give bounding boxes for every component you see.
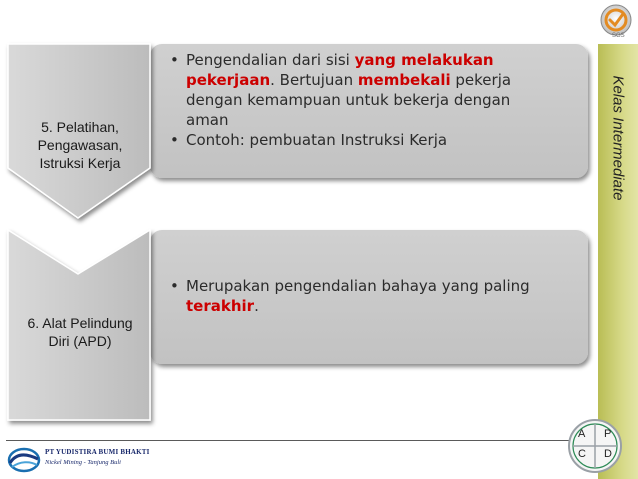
pdca-p-label: P — [604, 428, 612, 440]
level-6-bullets — [170, 276, 570, 316]
pdca-a-label: A — [578, 428, 586, 440]
level-6-label: 6. Alat Pelindung Diri (APD) — [27, 315, 133, 349]
pdca-c-label: C — [578, 448, 586, 460]
company-name: PT YUDISTIRA BUMI BHAKTI — [45, 448, 150, 456]
bullet-item: • Contoh: pembuatan Instruksi Kerja — [170, 130, 542, 150]
company-logo-icon — [6, 445, 42, 475]
sidebar-title: Kelas Intermediate — [609, 75, 627, 201]
sgs-label: SGS — [612, 33, 625, 39]
company-tagline: Nickel Mining - Tanjung Buli — [45, 459, 121, 466]
level-5-bullets — [170, 50, 542, 150]
level-5-label: 5. Pelatihan, Pengawasan, Istruksi Kerja — [37, 119, 123, 171]
pdca-cycle-icon — [567, 418, 623, 474]
bullet-item: • Merupakan pengendalian bahaya yang paling terakhir. — [170, 276, 570, 316]
bullet-item: • Pengendalian dari sisi yang melakukan pekerjaan. Bertujuan membekali pekerja dengan kemampuan untuk bekerja dengan aman — [170, 50, 542, 130]
footer-divider — [6, 440, 588, 441]
pdca-d-label: D — [604, 448, 612, 460]
